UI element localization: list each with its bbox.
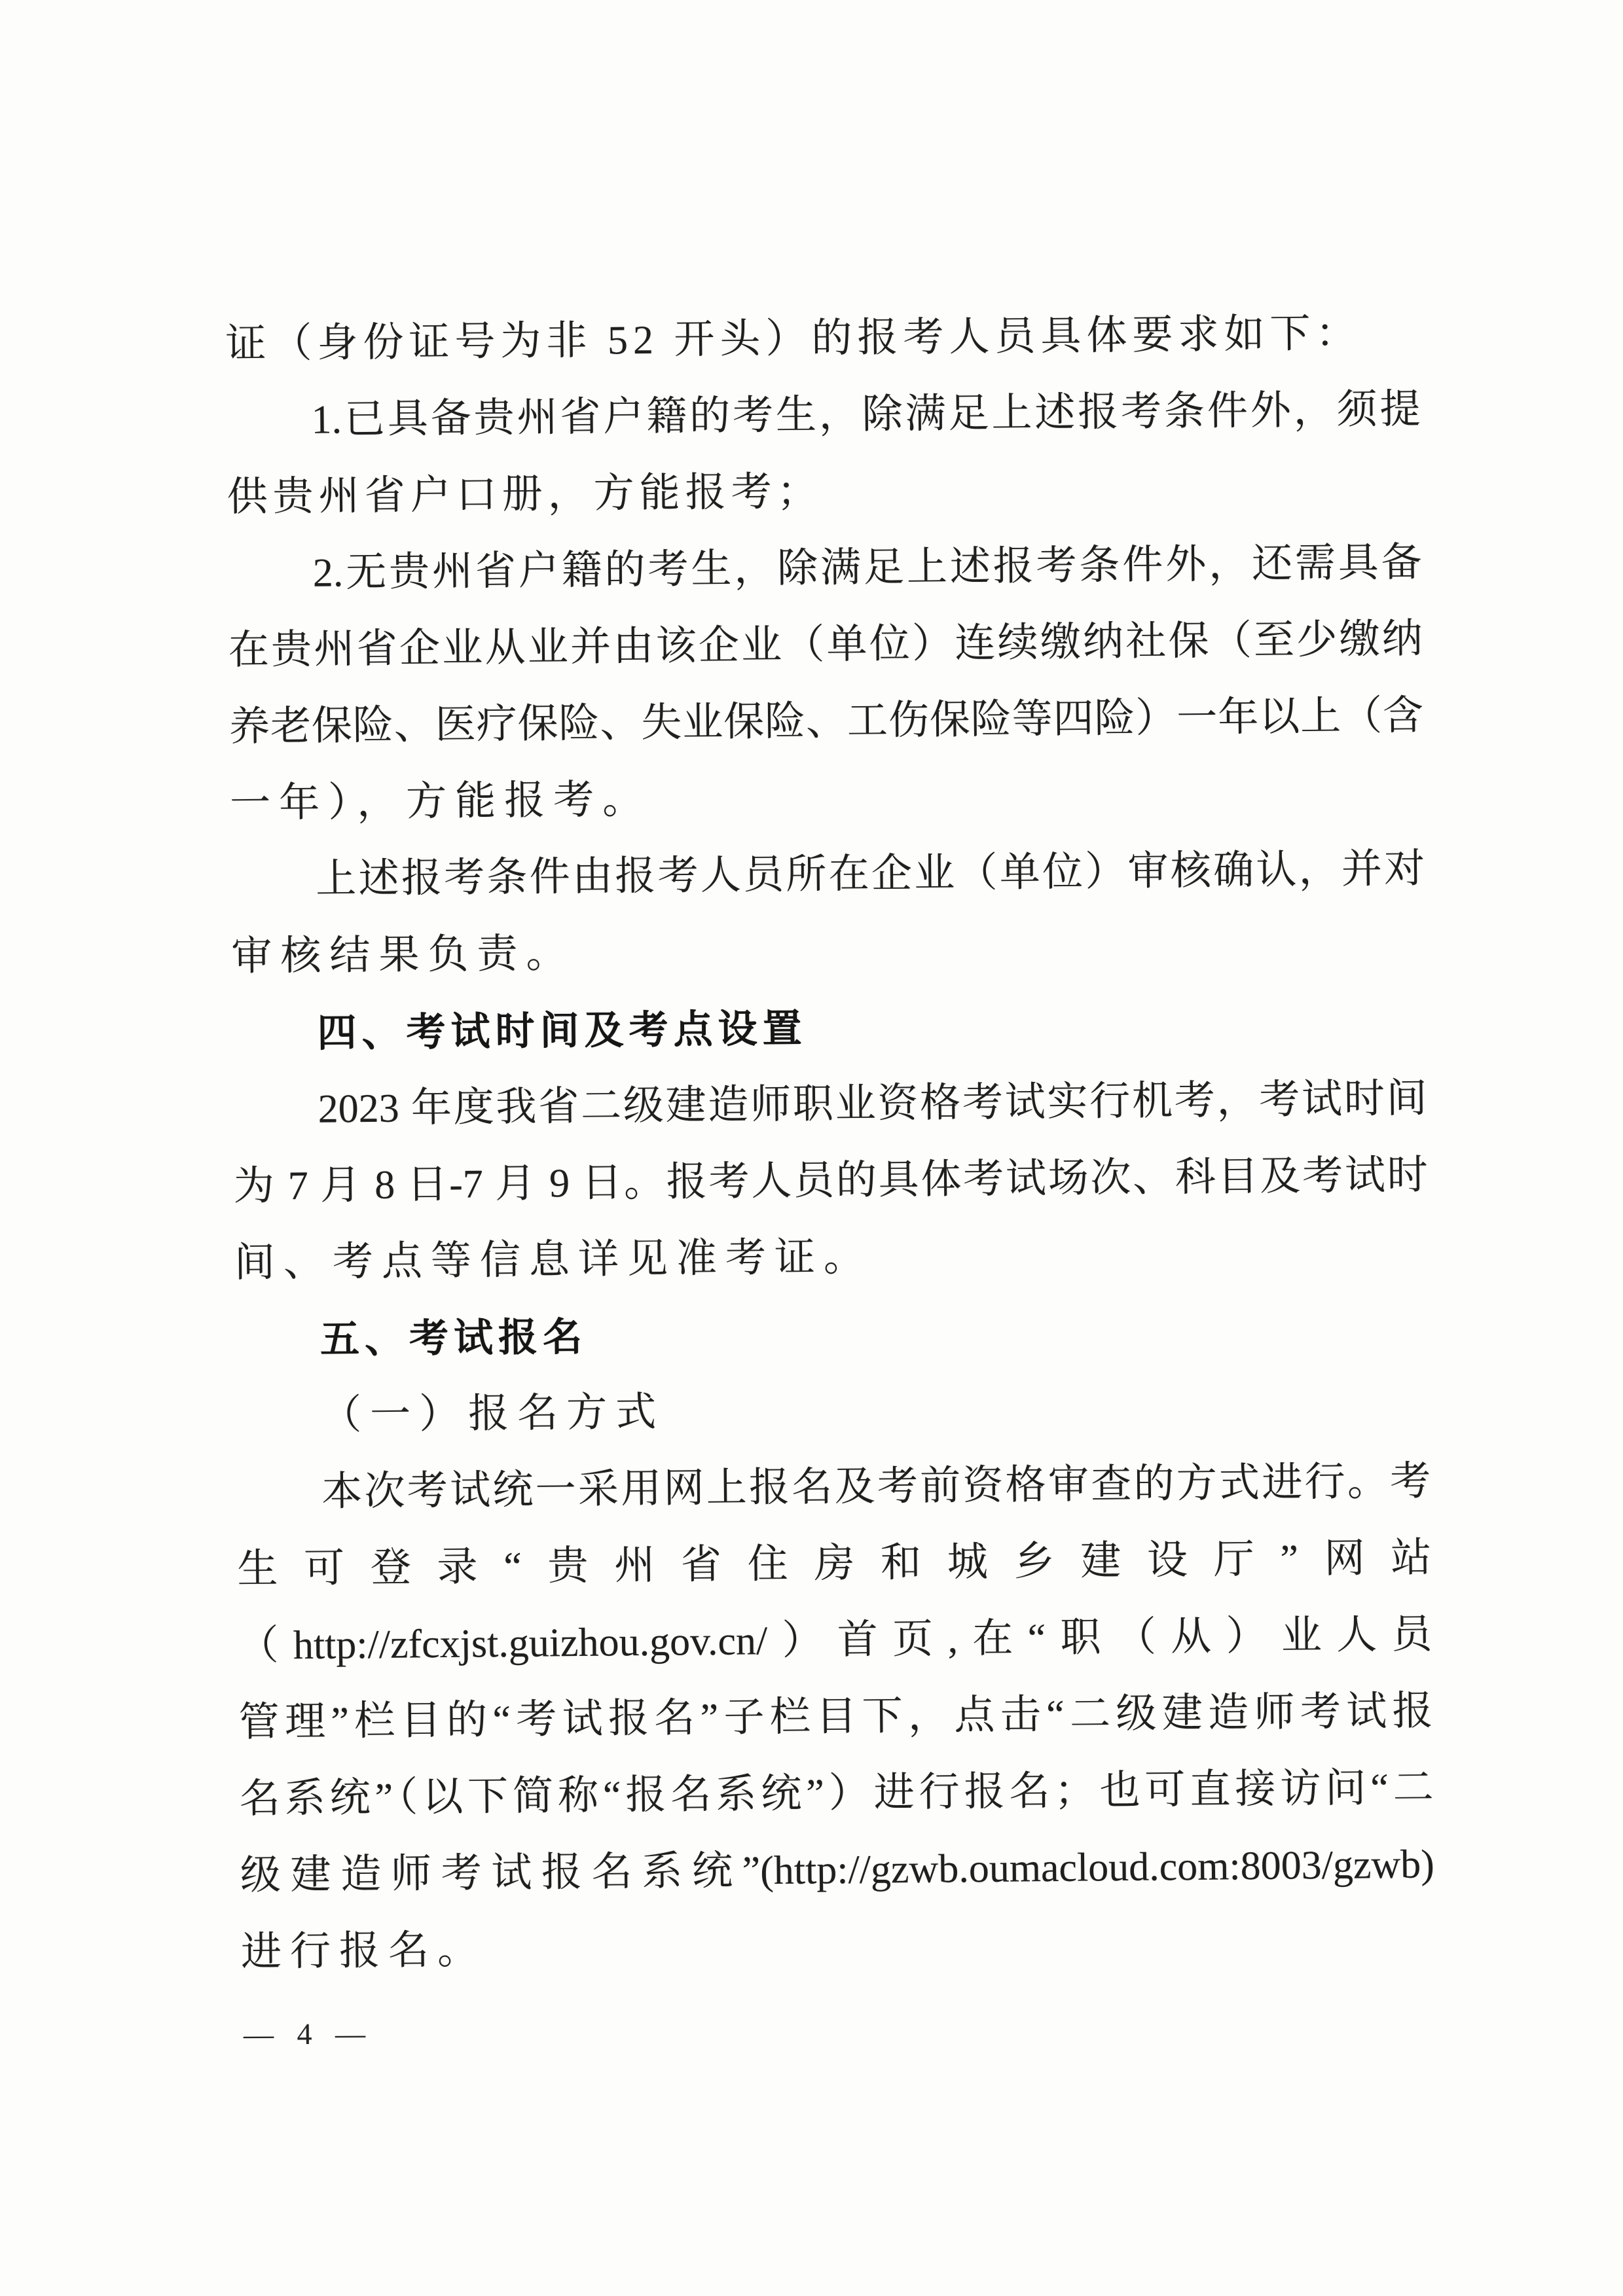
body-line: 级建造师考试报名系统”(http://gzwb.oumacloud.com:8003/gzwb) xyxy=(240,1842,1435,1898)
body-line: 证（身份证号为非 52 开头）的报考人员具体要求如下： xyxy=(225,311,1362,367)
body-line: 在贵州省企业从业并由该企业（单位）连续缴纳社保（至少缴纳 xyxy=(228,617,1423,673)
body-line: 上述报考条件由报考人员所在企业（单位）审核确认，并对 xyxy=(316,846,1425,902)
body-line: 间、考点等信息详见准考证。 xyxy=(234,1234,873,1285)
body-line: 审核结果负责。 xyxy=(231,931,575,980)
document-body xyxy=(225,295,1436,1991)
subsection-heading: （一）报名方式 xyxy=(320,1390,665,1438)
page-number: — 4 — xyxy=(243,2017,374,2051)
body-line: 一年），方能报考。 xyxy=(229,777,652,827)
body-line: 1.已具备贵州省户籍的考生，除满足上述报考条件外，须提 xyxy=(311,387,1421,442)
body-line: 生可登录“贵州省住房和城乡建设厅”网站 xyxy=(237,1535,1432,1592)
body-line: 为 7 月 8 日-7 月 9 日。报考人员的具体考试场次、科目及考试时 xyxy=(233,1153,1429,1209)
body-line: 本次考试统一采用网上报名及考前资格审查的方式进行。考 xyxy=(321,1459,1431,1515)
section-heading: 五、考试报名 xyxy=(319,1314,588,1361)
body-line: 2.无贵州省户籍的考生，除满足上述报考条件外，还需具备 xyxy=(312,540,1423,596)
body-line: （http://zfcxjst.guizhou.gov.cn/）首页,在“职（从）业人员 xyxy=(238,1612,1432,1668)
body-line: 供贵州省户口册，方能报考； xyxy=(227,469,824,520)
body-line: 进行报名。 xyxy=(240,1928,487,1975)
body-line: 管理”栏目的“考试报名”子栏目下，点击“二级建造师考试报 xyxy=(238,1689,1433,1745)
body-line: 养老保险、医疗保险、失业保险、工伤保险等四险）一年以上（含 xyxy=(228,693,1424,750)
body-line: 名系统”（以下简称“报名系统”）进行报名；也可直接访问“二 xyxy=(239,1765,1434,1821)
body-line: 2023 年度我省二级建造师职业资格考试实行机考，考试时间 xyxy=(318,1076,1427,1132)
section-heading: 四、考试时间及考点设置 xyxy=(317,1006,807,1055)
